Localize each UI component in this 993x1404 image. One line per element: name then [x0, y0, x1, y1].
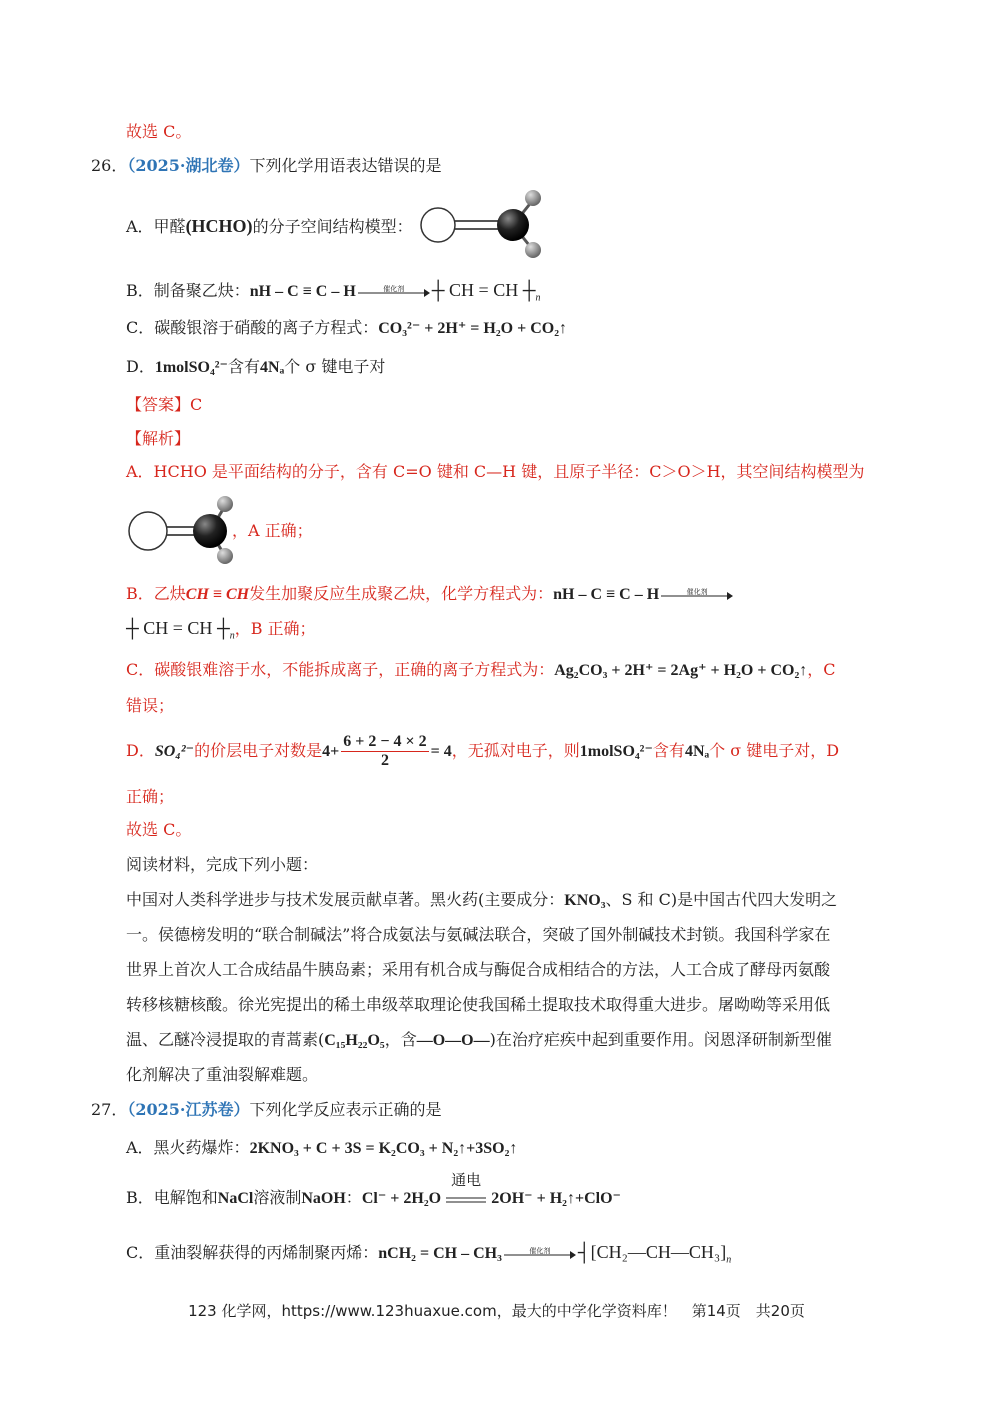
explanation-c: C．碳酸银难溶于水，不能拆成离子，正确的离子方程式为：Ag₂CO₃ + 2H⁺ = 2Ag⁺ + H₂O + CO₂↑，C [126, 660, 836, 679]
catalyst-arrow-icon: 催化剂 [504, 1245, 576, 1263]
explanation-b: B．乙炔CH ≡ CH发生加聚反应生成聚乙炔，化学方程式为：nH – C ≡ C – H 催化剂 [126, 584, 735, 605]
electrolysis-condition: 通电 [451, 1170, 482, 1189]
formaldehyde-model-icon [120, 494, 240, 564]
question-26-stem [91, 156, 442, 176]
reading-line-3: 世界上首次人工合成结晶牛胰岛素；采用有机合成与酶促合成相结合的方法，人工合成了酵母丙氨酸 [126, 960, 831, 979]
catalyst-arrow-icon: 催化剂 [661, 586, 733, 604]
catalyst-arrow-icon: 催化剂 [358, 283, 430, 301]
question-number: 27． [91, 1100, 128, 1119]
reading-line-1: 中国对人类科学进步与技术发展贡献卓著。黑火药(主要成分：KNO₃、S 和 C)是中国古代四大发明之 [126, 890, 838, 909]
polymer-product: ┼ CH = CH $┼_n$ [431, 280, 541, 304]
fraction: $\frac{6 + 2 - 4 \times 2}{2}$ [343, 733, 427, 769]
explanation-d-line2: 正确； [126, 787, 175, 806]
explanation-a: A．HCHO 是平面结构的分子，含有 C=O 键和 C—H 键，且原子半径：C＞O＞H，其空间结构模型为 [126, 462, 865, 481]
answer: 【答案】C [126, 395, 203, 414]
question-text: 下列化学反应表示正确的是 [249, 1100, 442, 1119]
option-c: C．碳酸银溶于硝酸的离子方程式：CO₃²⁻ + 2H⁺ = H₂O + CO₂↑ [126, 318, 568, 337]
question-number: 26． [91, 156, 128, 175]
reading-line-4: 转移核糖核酸。徐光宪提出的稀土串级萃取理论使我国稀土提取技术取得重大进步。屠呦呦等采用低 [126, 995, 831, 1014]
question-27-stem [91, 1100, 442, 1120]
reading-intro: 阅读材料，完成下列小题： [126, 855, 319, 874]
page-footer: 123 化学网，https://www.123huaxue.com，最大的中学化学资料库！ 第14页 共20页 [188, 1302, 805, 1320]
explanation-c-line2: 错误； [126, 696, 175, 715]
option-b: B．制备聚乙炔：nH – C ≡ C – H 催化剂 ┼ CH = CH $┼_n$ [126, 280, 541, 304]
question-source: （2025·江苏卷） [127, 1100, 250, 1119]
explanation-a-tail: ，A 正确； [232, 521, 313, 540]
reading-line-6: 化剂解决了重油裂解难题。 [126, 1065, 319, 1084]
option-d: D．1molSO₄²⁻含有4Nₐ个 σ 键电子对 [126, 357, 386, 376]
top-conclusion: 故选 C。 [126, 122, 192, 141]
formaldehyde-model-icon [408, 188, 558, 258]
explanation-b-product: ┼ CH = CH $┼_n$，B 正确； [126, 618, 316, 642]
q27-option-a: A．黑火药爆炸：2KNO₃ + C + 3S = K₂CO₃ + N₂↑+3SO₂↑ [126, 1138, 518, 1157]
question-source: （2025·湖北卷） [127, 156, 250, 175]
reading-line-5: 温、乙醚冷浸提取的青蒿素(C₁₅H₂₂O₅，含—O—O—)在治疗疟疾中起到重要作用。闵恩泽研制新型催 [126, 1030, 832, 1049]
q27-option-c: C．重油裂解获得的丙烯制聚丙烯：nCH₂ = CH – CH₃ 催化剂 $┤[CH_2—CH—CH_3]_n$ [126, 1242, 732, 1266]
explanation-d: D．SO₄²⁻的价层电子对数是4+ $\frac{6 + 2 - 4 \times 2}{2}$ = 4，无孤对电子，则1molSO₄²⁻含有4Nₐ个 σ 键电子对，D [126, 733, 840, 769]
question-text: 下列化学用语表达错误的是 [249, 156, 442, 175]
option-a: A．甲醛(HCHO)的分子空间结构模型： [126, 216, 413, 236]
conclusion: 故选 C。 [126, 820, 192, 839]
q27-option-b: B．电解饱和NaCl溶液制NaOH：Cl⁻ + 2H₂O 通电 2OH⁻ + H₂↑+ClO⁻ [126, 1170, 621, 1207]
reading-line-2: 一。侯德榜发明的“联合制碱法”将合成氨法与氨碱法联合，突破了国外制碱技术封锁。我国科学家在 [126, 925, 831, 944]
analysis-heading: 【解析】 [126, 429, 191, 448]
